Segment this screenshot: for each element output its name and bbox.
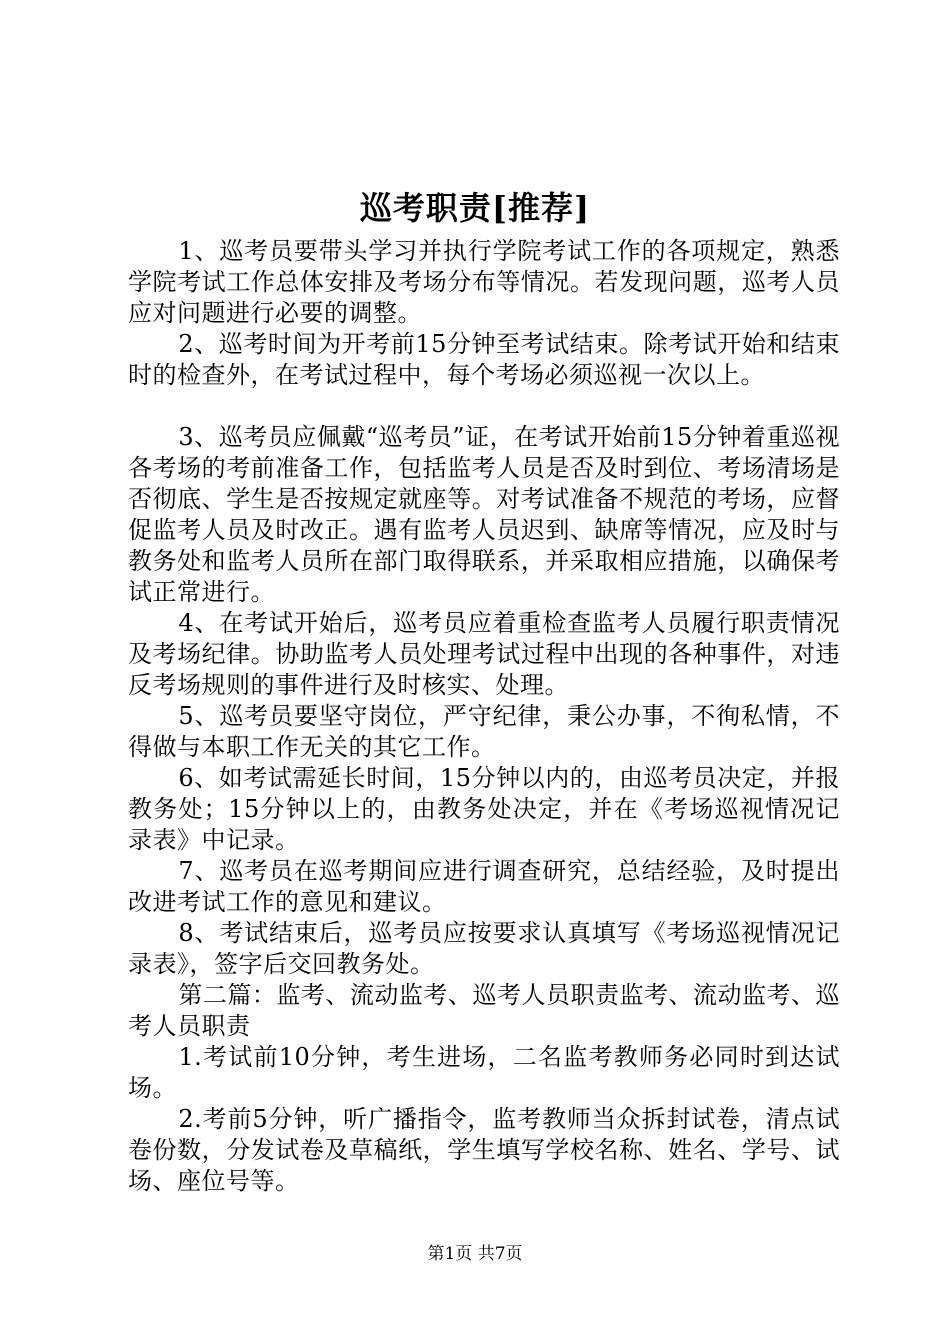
page-footer: 第1页 共7页	[427, 1244, 523, 1264]
paragraph-8: 8、考试结束后，巡考员应按要求认真填写《考场巡视情况记录表》，签字后交回教务处。	[128, 919, 840, 978]
paragraph-6: 6、如考试需延长时间，15分钟以内的，由巡考员决定，并报教务处；15分钟以上的，由教务处决定，并在《考场巡视情况记录表》中记录。	[128, 764, 840, 854]
paragraph-part2-2: 2.考前5分钟，听广播指令，监考教师当众拆封试卷，清点试卷份数，分发试卷及草稿纸，学生填写学校名称、姓名、学号、试场、座位号等。	[128, 1105, 840, 1195]
document-body	[128, 236, 840, 1197]
paragraph-1: 1、巡考员要带头学习并执行学院考试工作的各项规定，熟悉学院考试工作总体安排及考场分布等情况。若发现问题，巡考人员应对问题进行必要的调整。	[128, 237, 840, 327]
paragraph-5: 5、巡考员要坚守岗位，严守纪律，秉公办事，不徇私情，不得做与本职工作无关的其它工作。	[128, 702, 840, 761]
paragraph-7: 7、巡考员在巡考期间应进行调查研究，总结经验，及时提出改进考试工作的意见和建议。	[128, 857, 840, 916]
paragraph-2: 2、巡考时间为开考前15分钟至考试结束。除考试开始和结束时的检查外，在考试过程中，每个考场必须巡视一次以上。	[128, 330, 840, 389]
section-heading-part-2: 第二篇：监考、流动监考、巡考人员职责监考、流动监考、巡考人员职责	[128, 981, 840, 1040]
document-title: 巡考职责[推荐]	[359, 189, 591, 227]
paragraph-3: 3、巡考员应佩戴“巡考员”证，在考试开始前15分钟着重巡视各考场的考前准备工作，包括监考人员是否及时到位、考场清场是否彻底、学生是否按规定就座等。对考试准备不规范的考场，应督促监考人员及时改正。遇有监考人员迟到、缺席等情况，应及时与教务处和监考人员所在部门取得联系，并采取相应措施，以确保考试正常进行。	[128, 423, 840, 606]
paragraph-part2-1: 1.考试前10分钟，考生进场，二名监考教师务必同时到达试场。	[128, 1043, 840, 1102]
paragraph-4: 4、在考试开始后，巡考员应着重检查监考人员履行职责情况及考场纪律。协助监考人员处理考试过程中出现的各种事件，对违反考场规则的事件进行及时核实、处理。	[128, 609, 840, 699]
